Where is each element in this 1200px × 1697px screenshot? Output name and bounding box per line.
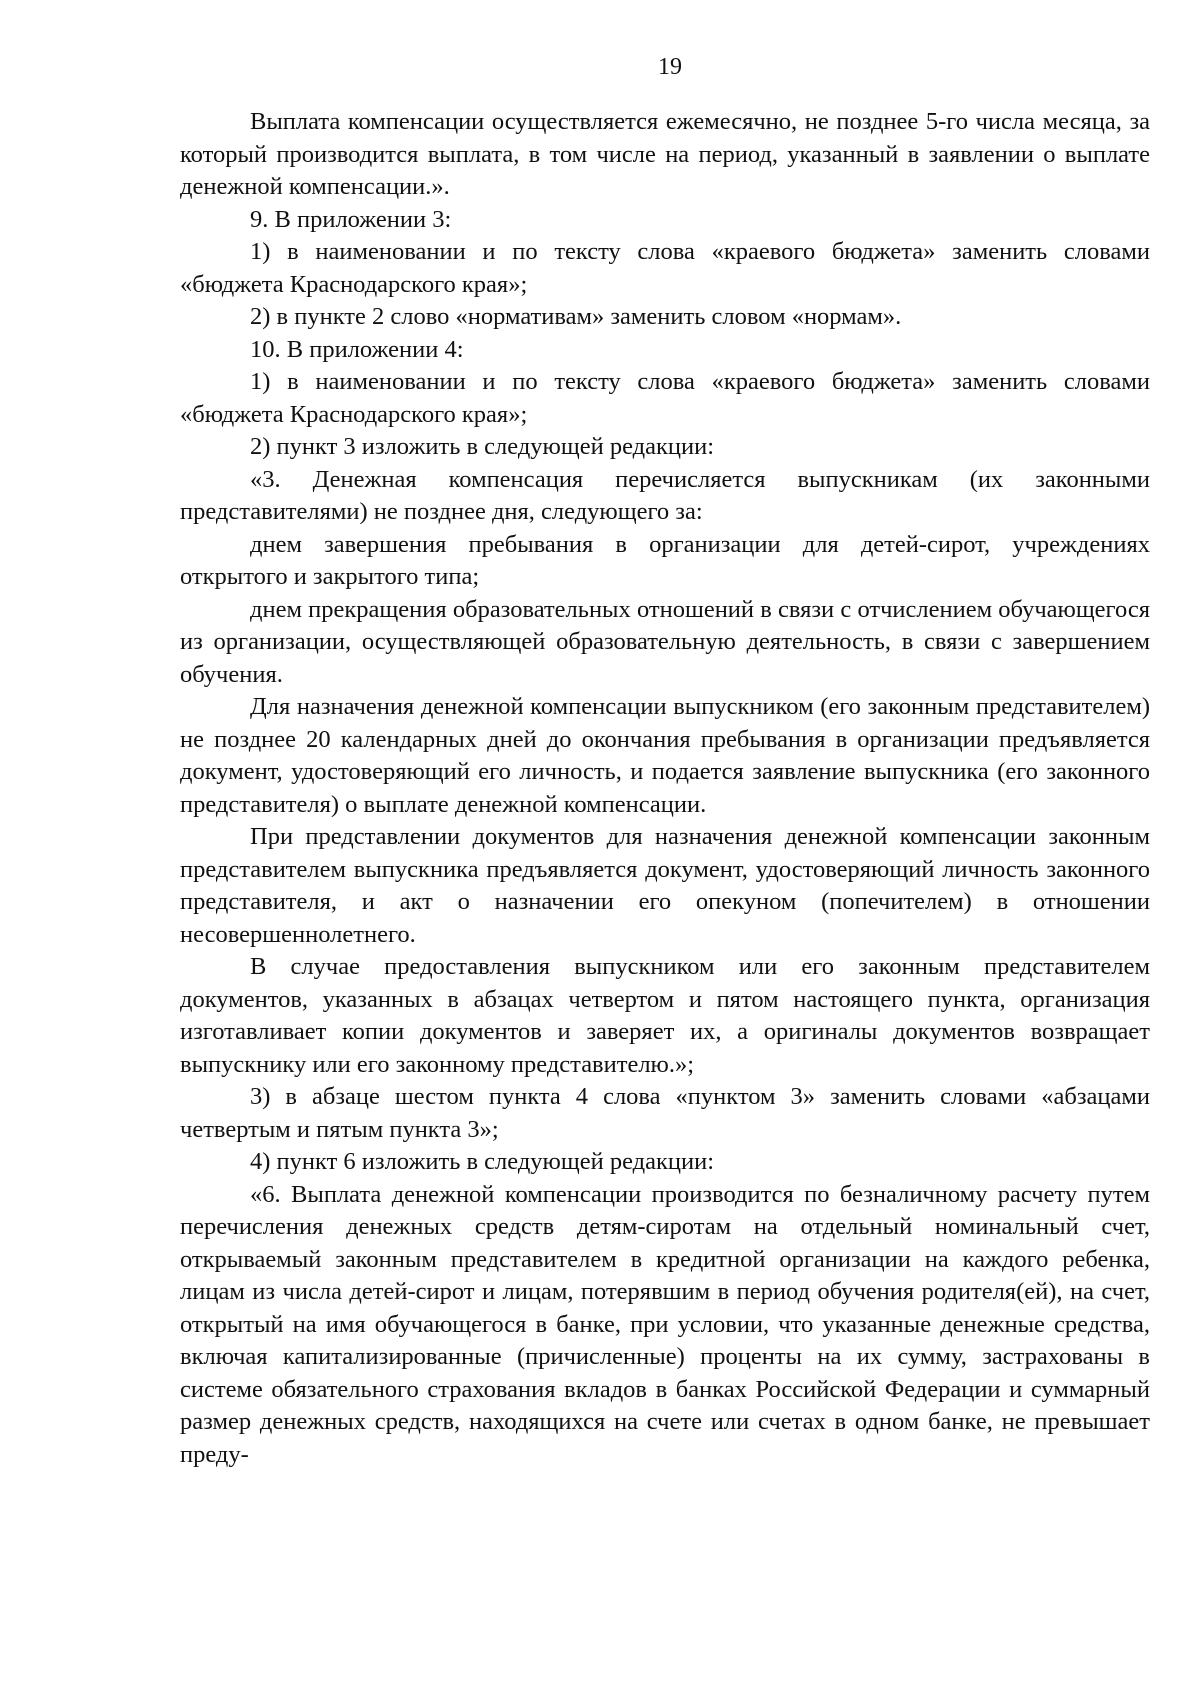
page-number: 19 (658, 54, 682, 80)
paragraph: При представлении документов для назначения денежной компенсации законным представителем выпускника предъявляется документ, удостоверяющий личность законного представителя, и акт о назначении его опекуном (попечителем) в отношении несовершеннолетнего. (180, 823, 1150, 948)
paragraph: 2) пункт 3 изложить в следующей редакции: (250, 433, 715, 460)
paragraph: В случае предоставления выпускником или его законным представителем документов, указанных в абзацах четвертом и пятом настоящего пункта, организация изготавливает копии документов и заверяет их, а оригиналы документов возвращает выпускнику или его законному представителю.»; (180, 953, 1150, 1078)
paragraph: Выплата компенсации осуществляется ежемесячно, не позднее 5-го числа месяца, за который производится выплата, в том числе на период, указанный в заявлении о выплате денежной компенсации.». (180, 108, 1150, 200)
paragraph: 9. В приложении 3: (250, 205, 452, 233)
paragraph: «3. Денежная компенсация перечисляется выпускникам (их законными представителями) не позднее дня, следующего за: (180, 465, 1150, 525)
paragraph: «6. Выплата денежной компенсации производится по безналичному расчету путем перечисления денежных средств детям-сиротам на отдельный номинальный счет, открываемый законным представителем в кредитной организации на каждого ребенка, лицам из числа детей-сирот и лицам, потерявшим в период обучения родителя(ей), на счет, открытый на имя обучающегося в банке, при условии, что указанные денежные средства, включая капитализированные (причисленные) проценты на их сумму, застрахованы в системе обязательного страхования вкладов в банках Российской Федерации и суммарный размер денежных средств, находящихся на счете или счетах в одном банке, не превышает преду- (180, 1180, 1150, 1468)
paragraph: 1) в наименовании и по тексту слова «краевого бюджета» заменить словами «бюджета Краснодарского края»; (180, 368, 1150, 428)
paragraph: днем прекращения образовательных отношений в связи с отчислением обучающегося из организации, осуществляющей образовательную деятельность, в связи с завершением обучения. (180, 595, 1150, 688)
paragraph: 10. В приложении 4: (250, 335, 464, 363)
paragraph: 3) в абзаце шестом пункта 4 слова «пунктом 3» заменить словами «абзацами четвертым и пятым пункта 3»; (180, 1083, 1150, 1143)
paragraph: 2) в пункте 2 слово «нормативам» заменить словом «нормам». (250, 303, 902, 330)
document-body (180, 106, 1150, 1471)
paragraph: 4) пункт 6 изложить в следующей редакции: (250, 1148, 715, 1175)
paragraph: днем завершения пребывания в организации для детей-сирот, учреждениях открытого и закрытого типа; (180, 530, 1150, 590)
paragraph: 1) в наименовании и по тексту слова «краевого бюджета» заменить словами «бюджета Краснодарского края»; (180, 238, 1150, 298)
paragraph: Для назначения денежной компенсации выпускником (его законным представителем) не позднее 20 календарных дней до окончания пребывания в организации предъявляется документ, удостоверяющий его личность, и подается заявление выпускника (его законного представителя) о выплате денежной компенсации. (180, 693, 1150, 818)
